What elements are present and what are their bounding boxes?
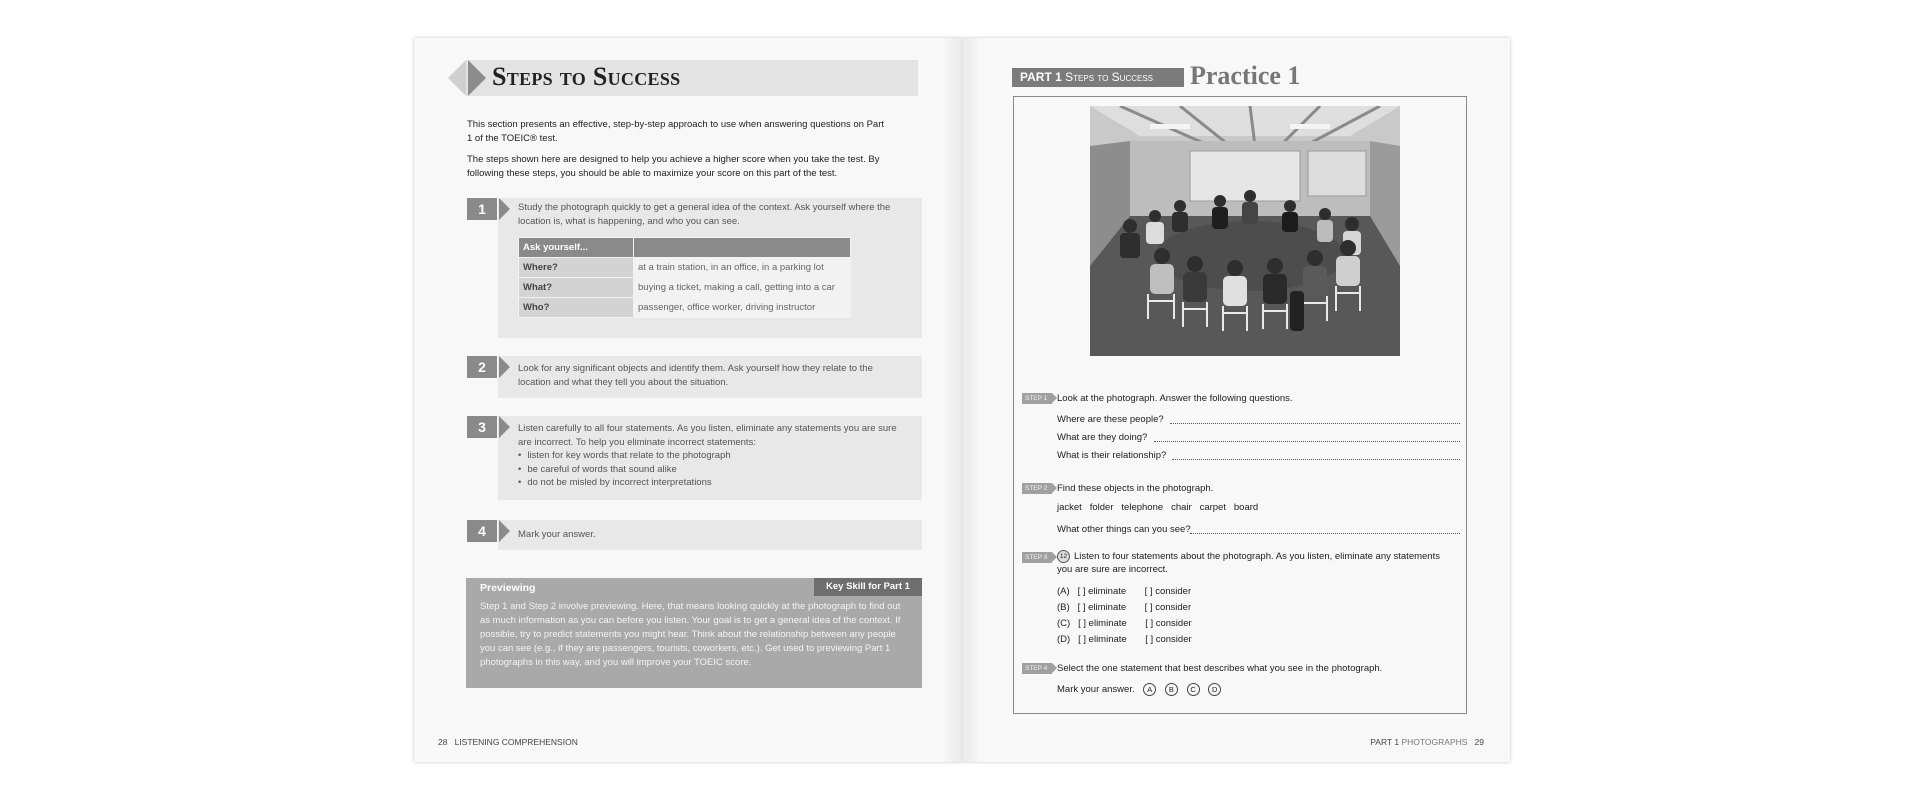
left-folio [438,737,578,747]
eliminate-checkbox[interactable]: [ ] eliminate [1078,634,1127,645]
table-header: Ask yourself... [519,238,634,258]
answer-bubble-c[interactable]: C [1187,683,1200,696]
question-where: Where are these people? [1057,414,1164,425]
step-2-text: Look for any significant objects and identify them. Ask yourself how they relate to the location and what they tell you about the situation. [518,363,873,388]
eliminate-checkbox[interactable]: [ ] eliminate [1077,602,1127,613]
step-2-instruction: Find these objects in the photograph. [1057,483,1214,494]
left-page [414,38,962,762]
consider-checkbox[interactable]: [ ] consider [1145,634,1192,645]
section-label: LISTENING COMPREHENSION [454,737,578,747]
step-3-number: 3 [467,416,497,438]
option-letter: (A) [1057,586,1070,597]
list-item: • be careful of words that sound alike [518,463,908,477]
photograph-image [1090,106,1400,356]
option-row-a [1057,585,1191,598]
option-row-d [1057,633,1192,646]
step-2-arrow-icon [499,356,510,378]
step-1-arrow-icon [499,198,510,220]
step-3-text [518,422,908,490]
option-row-c [1057,617,1192,630]
object-list: jacket folder telephone chair carpet board [1057,502,1259,513]
audio-track-icon[interactable]: 12 [1057,550,1070,563]
step-1-tag: STEP 1 [1022,393,1052,404]
mark-answer-row [1057,683,1221,696]
step-2-question: What other things can you see? [1057,524,1191,535]
table-cell-answer: passenger, office worker, driving instructor [634,298,851,318]
answer-line-what[interactable] [1154,441,1460,442]
step-1-number: 1 [467,198,497,220]
answer-line-relationship[interactable] [1172,459,1460,460]
right-folio [1370,737,1484,747]
consider-checkbox[interactable]: [ ] consider [1144,586,1192,597]
eliminate-checkbox[interactable]: [ ] eliminate [1078,618,1127,629]
table-cell-question: Who? [519,298,634,318]
section-label: PHOTOGRAPHS [1401,737,1468,747]
list-item: • do not be misled by incorrect interpretations [518,476,908,490]
consider-checkbox[interactable]: [ ] consider [1145,618,1192,629]
previewing-heading: Previewing [480,582,536,594]
key-skill-badge: Key Skill for Part 1 [814,578,922,596]
answer-bubble-b[interactable]: B [1165,683,1178,696]
step-3-bullet-list [518,449,908,490]
page-number: 29 [1474,737,1484,747]
book-gutter [942,38,982,762]
table-row [519,258,851,278]
ask-yourself-table [518,237,851,318]
step-3-instruction-block [1057,550,1457,576]
part-subtitle: Steps to Success [1065,70,1154,84]
option-letter: (D) [1057,634,1071,645]
step-2-tag: STEP 2 [1022,483,1052,494]
answer-bubble-a[interactable]: A [1143,683,1156,696]
table-cell-question: What? [519,278,634,298]
step-3-arrow-icon [499,416,510,438]
step-1-text: Study the photograph quickly to get a general idea of the context. Ask yourself where the location is, what is happening, and who you can see. [518,202,891,227]
classroom-photograph [1090,106,1400,356]
title-arrow-light-icon [448,60,466,96]
step-4-arrow-icon [499,520,510,542]
table-row [519,298,851,318]
previewing-box [466,578,922,688]
mark-answer-label: Mark your answer. [1057,684,1135,696]
step-4-tag: STEP 4 [1022,663,1052,674]
step-4-instruction: Select the one statement that best describes what you see in the photograph. [1057,663,1383,674]
answer-line-other-things[interactable] [1190,533,1460,534]
table-header-row [519,238,851,258]
option-letter: (B) [1057,602,1070,613]
right-page [962,38,1510,762]
book-spread [414,38,1510,762]
answer-line-where[interactable] [1170,423,1460,424]
table-row [519,278,851,298]
part-badge [1012,68,1184,87]
table-header-empty [634,238,851,258]
question-what: What are they doing? [1057,432,1148,443]
eliminate-checkbox[interactable]: [ ] eliminate [1077,586,1127,597]
question-relationship: What is their relationship? [1057,450,1167,461]
page-title: Steps to Success [492,62,681,91]
step-2-number: 2 [467,356,497,378]
previewing-body: Step 1 and Step 2 involve previewing. Here, that means looking quickly at the photograph to find out as much information as you can before you listen. Your goal is to get a general idea of the context. If possible, try to predict statements you might hear. Think about the relationship between any people you can see (e.g., if they are passengers, tourists, coworkers, etc.). Get used to previewing Part 1 photographs in this way, and you will improve your TOEIC score. [480,601,901,668]
part-label: PART 1 [1020,70,1062,84]
page-number: 28 [438,737,448,747]
step-4-text: Mark your answer. [518,529,596,540]
step-3-instruction: Listen carefully to all four statements. As you listen, eliminate any statements you are sure are incorrect. To help you eliminate incorrect statements: [518,423,897,448]
intro-paragraph-1: This section presents an effective, step-by-step approach to use when answering questions on Part 1 of the TOEIC® test. [467,119,885,144]
table-cell-answer: at a train station, in an office, in a parking lot [634,258,851,278]
step-3-instruction: Listen to four statements about the photograph. As you listen, eliminate any statements you are sure are incorrect. [1057,551,1440,576]
step-3-tag: STEP 3 [1022,552,1052,563]
table-cell-answer: buying a ticket, making a call, getting into a car [634,278,851,298]
list-item: • listen for key words that relate to the photograph [518,449,908,463]
practice-title: Practice 1 [1190,61,1301,90]
intro-paragraph-2: The steps shown here are designed to help you achieve a higher score when you take the test. By following these steps, you should be able to maximize your score on this part of the test. [467,154,880,179]
part-label-footer: PART 1 [1370,737,1400,747]
table-cell-question: Where? [519,258,634,278]
option-row-b [1057,601,1191,614]
step-1-instruction: Look at the photograph. Answer the following questions. [1057,393,1293,404]
consider-checkbox[interactable]: [ ] consider [1144,602,1192,613]
title-arrow-dark-icon [468,60,486,96]
option-letter: (C) [1057,618,1071,629]
step-4-number: 4 [467,520,497,542]
answer-bubble-d[interactable]: D [1208,683,1221,696]
